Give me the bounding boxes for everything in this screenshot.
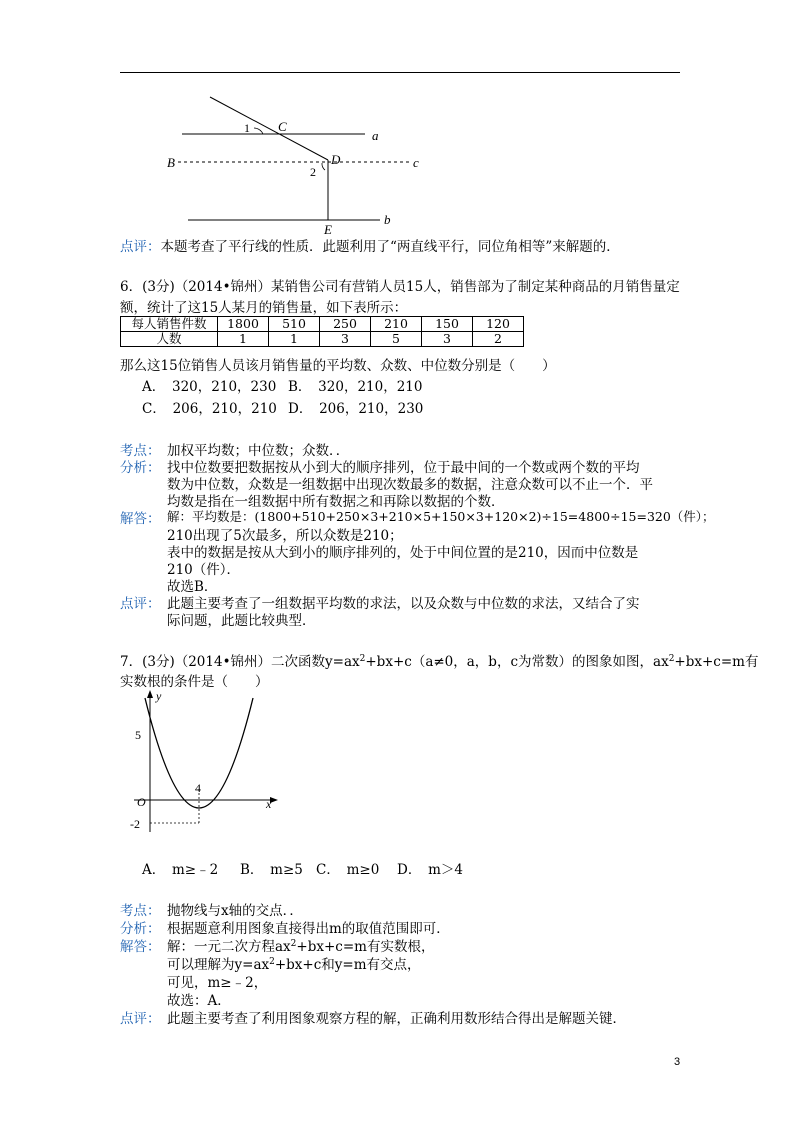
q6-fenxi-line1: 找中位数要把数据按从小到大的顺序排列，位于最中间的一个数或两个数的平均	[167, 460, 640, 476]
q6-dianping-line1: 此题主要考查了一组数据平均数的求法，以及众数与中位数的求法，又结合了实	[167, 596, 640, 612]
q7-option-b: B． m≥5	[240, 862, 303, 878]
table-cell: 1	[218, 332, 269, 347]
q6-jieda-line3: 表中的数据是按从大到小的顺序排列的，处于中间位置的是210，因而中位数是	[167, 545, 639, 561]
q7-stem-line1: 7．(3分)（2014•锦州）二次函数$y=ax^2+bx+c(a\ne 0$，a，b，c为常数）的图象如图，$ax^2+bx+c=m$有	[120, 654, 759, 670]
table-cell: 150	[422, 317, 473, 332]
q5-comment	[120, 235, 620, 255]
page-number: 3	[674, 1056, 681, 1068]
x-axis-label: x	[266, 797, 272, 811]
q7-option-c: C． m≥0	[316, 862, 380, 878]
header-rule	[120, 72, 680, 73]
line-b-label: b	[384, 212, 391, 227]
point-c-label: C	[278, 119, 287, 134]
q6-dianping-line2: 际问题，此题比较典型．	[167, 613, 316, 629]
comment-text: 本题考查了平行线的性质．此题利用了“两直线平行，同位角相等”来解题的．	[160, 239, 620, 255]
q6-stem-line2: 额，统计了这15人某月的销售量，如下表所示：	[120, 300, 408, 316]
table-cell: 210	[371, 317, 422, 332]
table-cell: 3	[320, 332, 371, 347]
q7-fenxi-label: 分析：	[120, 921, 161, 937]
q7-option-a: A． m≥﹣2	[142, 862, 219, 878]
q6-dianping-label: 点评：	[120, 596, 161, 612]
point-b-label: B	[167, 155, 175, 170]
table-row	[121, 317, 524, 332]
q6-jieda-label: 解答：	[120, 511, 161, 527]
q6-kaodian: 加权平均数；中位数；众数．．	[167, 443, 350, 459]
parabola-graph	[128, 688, 288, 838]
q7-dianping: 此题主要考查了利用图象观察方程的解，正确利用数形结合得出是解题关键．	[167, 1011, 626, 1027]
q7-stem-line2: 实数根的条件是（ ）	[120, 674, 269, 690]
q6-option-a: A． 320，210，230	[142, 379, 277, 395]
sales-table	[120, 316, 524, 347]
q6-jieda-line2: 210出现了5次最多，所以众数是210；	[167, 528, 403, 544]
table-row	[121, 332, 524, 347]
line-a-label: a	[372, 128, 379, 143]
angle-2-label: 2	[310, 165, 316, 179]
q6-option-b: B． 320，210，210	[288, 379, 423, 395]
line-c-label: c	[413, 155, 419, 170]
origin-label: O	[137, 795, 146, 809]
y-tick-5: 5	[135, 728, 141, 742]
q6-question: 那么这15位销售人员该月销售量的平均数、众数、中位数分别是（ ）	[120, 358, 556, 374]
q6-jieda-line5: 故选B．	[167, 579, 218, 595]
y-axis-label: y	[156, 689, 162, 703]
table-cell: 3	[422, 332, 473, 347]
table-cell: 人数	[121, 332, 218, 347]
comment-label: 点评：	[120, 239, 161, 255]
q6-fenxi-line2: 数为中位数，众数是一组数据中出现次数最多的数据，注意众数可以不止一个．平	[167, 477, 653, 493]
table-cell: 每人销售件数	[121, 317, 218, 332]
q7-option-d: D． m＞4	[397, 862, 463, 878]
table-cell: 250	[320, 317, 371, 332]
q6-fenxi-line3: 均数是指在一组数据中所有数据之和再除以数据的个数．	[167, 494, 505, 510]
q7-jieda-line3: 可见，m≥﹣2，	[167, 975, 268, 991]
table-cell: 510	[269, 317, 320, 332]
q6-jieda-line1: 解：平均数是：(1800+510+250×3+210×5+150×3+120×2)÷15=4800÷15=320（件）；	[167, 509, 715, 524]
table-cell: 1	[269, 332, 320, 347]
y-tick-neg2: -2	[130, 817, 140, 831]
q7-kaodian: 抛物线与x轴的交点．．	[167, 903, 303, 919]
point-d-label: D	[331, 152, 341, 167]
table-cell: 2	[473, 332, 524, 347]
q6-option-c: C． 206，210，210	[142, 401, 277, 417]
q7-dianping-label: 点评：	[120, 1011, 161, 1027]
q6-fenxi-label: 分析：	[120, 460, 161, 476]
q6-kaodian-label: 考点：	[120, 443, 161, 459]
q6-jieda-line4: 210（件）．	[167, 562, 241, 578]
q7-jieda-label: 解答：	[120, 939, 161, 955]
q7-fenxi: 根据题意利用图象直接得出m的取值范围即可．	[167, 921, 450, 937]
x-tick-4: 4	[195, 781, 201, 795]
point-e-label: E	[324, 222, 332, 237]
table-cell: 5	[371, 332, 422, 347]
q7-kaodian-label: 考点：	[120, 903, 161, 919]
parallel-lines-figure	[160, 90, 430, 240]
q7-jieda-line1: 解：一元二次方程$ax^2+bx+c=m$有实数根，	[167, 939, 435, 955]
q7-jieda-line4: 故选：A．	[167, 993, 231, 1009]
table-cell: 120	[473, 317, 524, 332]
q7-jieda-line2: 可以理解为$y=ax^2+bx+c$和y=m有交点，	[167, 957, 421, 973]
q6-option-d: D． 206，210，230	[288, 401, 424, 417]
angle-1-label: 1	[244, 121, 250, 135]
q6-stem-line1: 6．(3分)（2014•锦州）某销售公司有营销人员15人，销售部为了制定某种商品的月销售量定	[120, 279, 680, 295]
table-cell: 1800	[218, 317, 269, 332]
